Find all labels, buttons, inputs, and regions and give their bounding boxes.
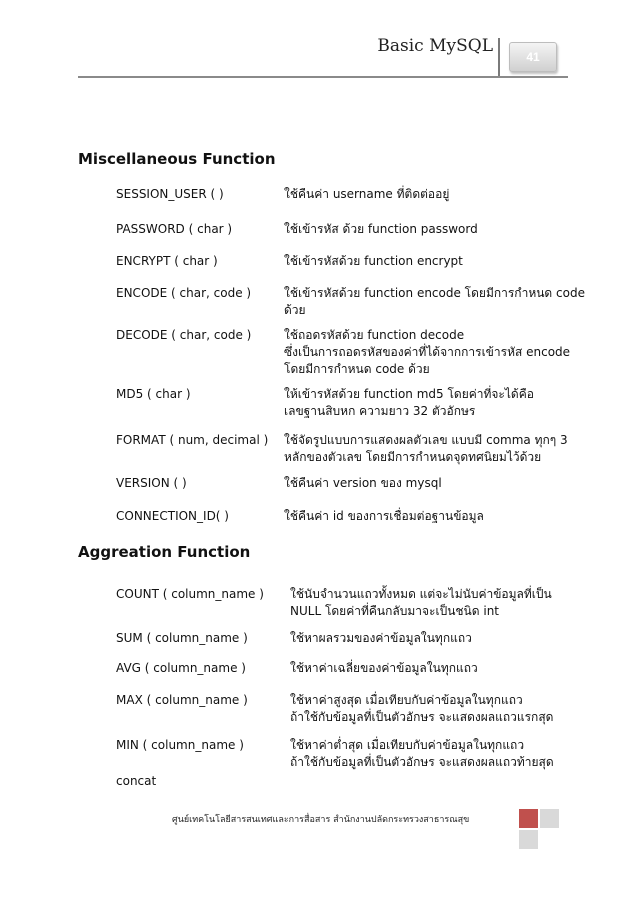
description-line: ใช้หาผลรวมของค่าข้อมูลในทุกแถว (290, 631, 472, 645)
description-line: ใช้เข้ารหัสด้วย function encrypt (284, 254, 463, 268)
function-description (284, 432, 574, 466)
description-line: ซึ่งเป็นการถอดรหัสของค่าที่ได้จากการเข้ารหัส encode (284, 345, 571, 359)
function-signature: VERSION ( ) (116, 476, 187, 490)
header-rule (78, 76, 568, 78)
function-signature: DECODE ( char, code ) (116, 328, 252, 342)
function-signature: MIN ( column_name ) (116, 738, 244, 752)
description-line: ถ้าใช้กับข้อมูลที่เป็นตัวอักษร จะแสดงผลแถวท้ายสุด (290, 755, 554, 769)
function-signature: COUNT ( column_name ) (116, 587, 264, 601)
function-signature: MAX ( column_name ) (116, 693, 248, 707)
footer-accent-gray (540, 809, 559, 828)
description-line: NULL โดยค่าที่คืนกลับมาจะเป็นชนิด int (290, 604, 500, 618)
description-line: ใช้จัดรูปแบบการแสดงผลตัวเลข แบบมี comma ทุกๆ 3 (284, 433, 568, 447)
description-line: ใช้นับจำนวนแถวทั้งหมด แต่จะไม่นับค่าข้อมูลที่เป็น (290, 587, 552, 601)
function-description (284, 285, 585, 319)
description-line: ด้วย (284, 303, 306, 317)
description-line: ถ้าใช้กับข้อมูลที่เป็นตัวอักษร จะแสดงผลแถวแรกสุด (290, 710, 554, 724)
description-line: ให้เข้ารหัสด้วย function md5 โดยค่าที่จะได้คือ (284, 387, 534, 401)
function-signature: CONNECTION_ID( ) (116, 509, 229, 523)
description-line: ใช้หาค่าสูงสุด เมื่อเทียบกับค่าข้อมูลในทุกแถว (290, 693, 523, 707)
footer-text: ศูนย์เทคโนโลยีสารสนเทศและการสื่อสาร สำนักงานปลัดกระทรวงสาธารณสุข (172, 815, 470, 825)
description-line: ใช้คืนค่า username ที่ติดต่ออยู่ (284, 187, 450, 201)
description-line: ใช้เข้ารหัสด้วย function encode โดยมีการกำหนด code (284, 286, 585, 300)
footer-accent-gray-2 (519, 830, 538, 849)
description-line: ใช้หาค่าเฉลี่ยของค่าข้อมูลในทุกแถว (290, 661, 478, 675)
function-description (290, 660, 580, 677)
description-line: ใช้เข้ารหัส ด้วย function password (284, 222, 478, 236)
description-line: ใช้คืนค่า version ของ mysql (284, 476, 442, 490)
function-signature: ENCODE ( char, code ) (116, 286, 252, 300)
function-signature: MD5 ( char ) (116, 387, 191, 401)
function-signature: concat (116, 774, 157, 788)
function-description (284, 327, 574, 378)
description-line: เลขฐานสิบหก ความยาว 32 ตัวอักษร (284, 404, 476, 418)
function-description (284, 475, 574, 492)
description-line: หลักของตัวเลข โดยมีการกำหนดจุดทศนิยมไว้ด้วย (284, 450, 542, 464)
function-signature: FORMAT ( num, decimal ) (116, 433, 269, 447)
function-signature: PASSWORD ( char ) (116, 222, 233, 236)
function-signature: ENCRYPT ( char ) (116, 254, 218, 268)
description-line: ใช้คืนค่า id ของการเชื่อมต่อฐานข้อมูล (284, 509, 484, 523)
description-line: ใช้หาค่าต่ำสุด เมื่อเทียบกับค่าข้อมูลในทุกแถว (290, 738, 525, 752)
section-title-misc: Miscellaneous Function (78, 150, 276, 168)
function-description (290, 692, 580, 726)
function-signature: SESSION_USER ( ) (116, 187, 224, 201)
footer-accent-red (519, 809, 538, 828)
page-number-badge: 41 (509, 42, 557, 72)
description-line: ใช้ถอดรหัสด้วย function decode (284, 328, 465, 342)
function-description (290, 630, 580, 647)
function-description (284, 186, 574, 203)
function-description (284, 386, 574, 420)
function-description (290, 586, 580, 620)
description-line: โดยมีการกำหนด code ด้วย (284, 362, 430, 376)
function-description (290, 737, 580, 771)
function-signature: AVG ( column_name ) (116, 661, 246, 675)
function-description (284, 253, 574, 270)
function-signature: SUM ( column_name ) (116, 631, 248, 645)
function-description (284, 508, 574, 525)
header-title: Basic MySQL (377, 36, 493, 56)
section-title-agg: Aggreation Function (78, 543, 251, 561)
header-divider (498, 38, 500, 78)
function-description (284, 221, 574, 238)
